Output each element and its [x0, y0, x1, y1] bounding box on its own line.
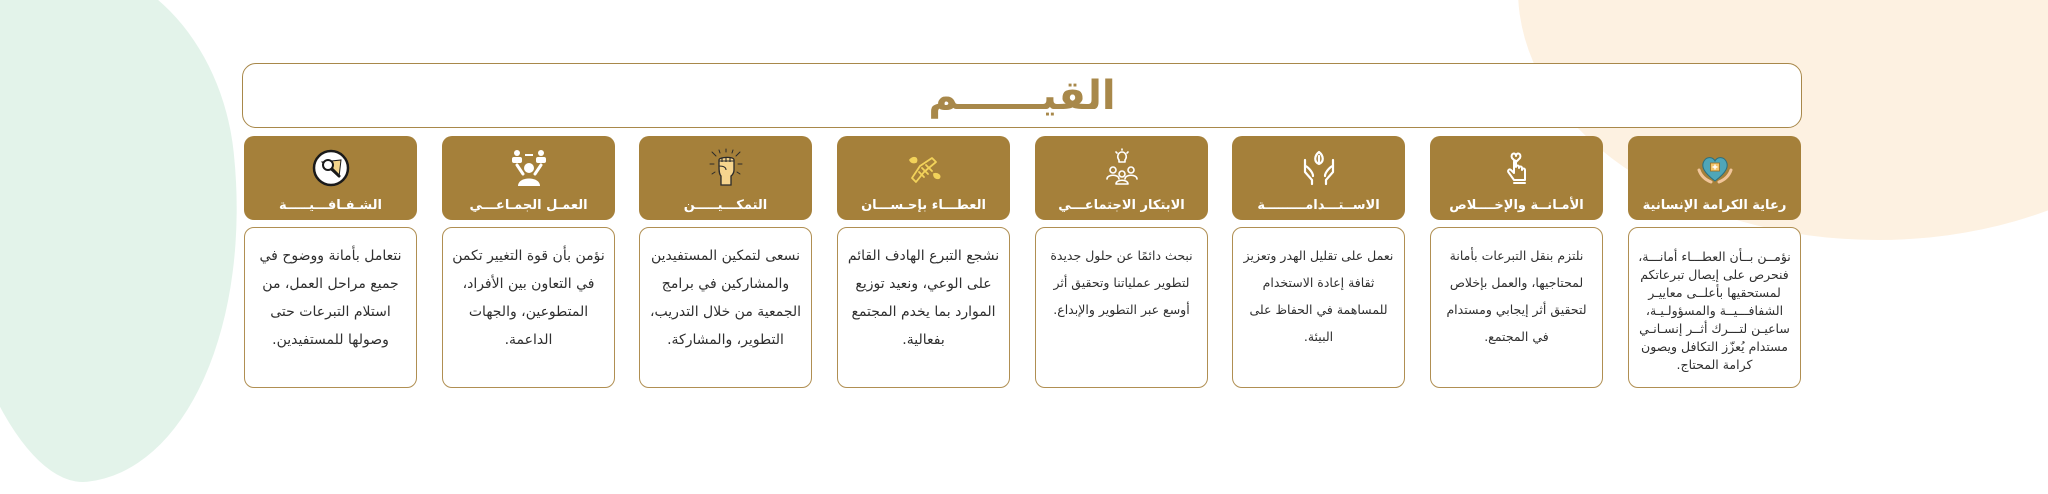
value-title: التمكـــيـــــن [683, 197, 768, 213]
value-title: الابتكار الاجتماعـــي [1058, 197, 1185, 213]
value-description: نبحث دائمًا عن حلول جديدة لتطوير عملياتنا وتحقيق أثر أوسع عبر التطوير والإبداع. [1050, 248, 1193, 317]
team-celebrate-icon [509, 148, 549, 192]
value-card-body-transparency [244, 227, 417, 388]
value-description: نعمل على تقليل الهدر وتعزيز ثقافة إعادة الاستخدام للمساهمة في الحفاظ على البيئة. [1243, 248, 1394, 344]
value-description: نشجع التبرع الهادف القائم على الوعي، ونعيد توزيع الموارد بما يخدم المجتمع بفعالية. [847, 248, 1000, 348]
value-card-header-honesty [1430, 136, 1603, 220]
raised-fist-icon [706, 148, 746, 192]
value-card-body-human-dignity [1628, 227, 1801, 388]
value-card-body-sustainability [1232, 227, 1405, 388]
value-card-header-teamwork [442, 136, 615, 220]
value-card-header-empowerment [639, 136, 812, 220]
value-card-body-teamwork [442, 227, 615, 388]
value-title: الاســتـــدامـــــــــة [1257, 197, 1380, 213]
value-title: رعاية الكرامة الإنسانية [1642, 197, 1787, 213]
value-description: نسعى لتمكين المستفيدين والمشاركين في برامج الجمعية من خلال التدريب، التطوير، والمشاركة. [649, 248, 802, 348]
value-card-body-giving [837, 227, 1010, 388]
section-title: القيــــــم [928, 72, 1116, 119]
value-title: الشـفـافـــيـــــة [279, 197, 382, 213]
value-card-body-empowerment [639, 227, 812, 388]
value-card-body-honesty [1430, 227, 1603, 388]
value-description: نؤمن بأن قوة التغيير تكمن في التعاون بين الأفراد، المتطوعين، والجهات الداعمة. [452, 248, 605, 348]
value-card-header-transparency [244, 136, 417, 220]
value-description: نتعامل بأمانة ووضوح في جميع مراحل العمل، من استلام التبرعات حتى وصولها للمستفيدين. [259, 248, 402, 348]
value-title: الأمـانــة والإخــــلاص [1449, 197, 1584, 213]
lightbulb-team-icon [1102, 148, 1142, 192]
giving-hands-icon [904, 148, 944, 192]
value-description: نؤمــن بــأن العطـــاء أمانـــة، فنحرص على إيصال تبرعاتكم لمستحقيها بأعلــى معاييـر الشفافـــيــة والمسؤولـيـة، ساعيـن لتـــرك أثــر إنسـانـي مستدام يُعزّز التكافل ويصون كرامة المحتاج. [1638, 249, 1791, 372]
value-title: العطـــاء بإحـســـان [861, 197, 986, 213]
value-title: العمـل الجمـاعـــي [469, 197, 588, 213]
heart-globe-hands-icon [1695, 148, 1735, 192]
value-card-header-human-dignity [1628, 136, 1801, 220]
value-card-header-sustainability [1232, 136, 1405, 220]
hand-heart-icon [1497, 148, 1537, 192]
value-card-header-giving [837, 136, 1010, 220]
hands-leaf-icon [1299, 148, 1339, 192]
value-description: نلتزم بنقل التبرعات بأمانة لمحتاجيها، والعمل بإخلاص لتحقيق أثر إيجابي ومستدام في المجتمع. [1446, 248, 1587, 344]
value-card-header-social-innovation [1035, 136, 1208, 220]
magnifier-envelope-icon [311, 148, 351, 192]
value-card-body-social-innovation [1035, 227, 1208, 388]
